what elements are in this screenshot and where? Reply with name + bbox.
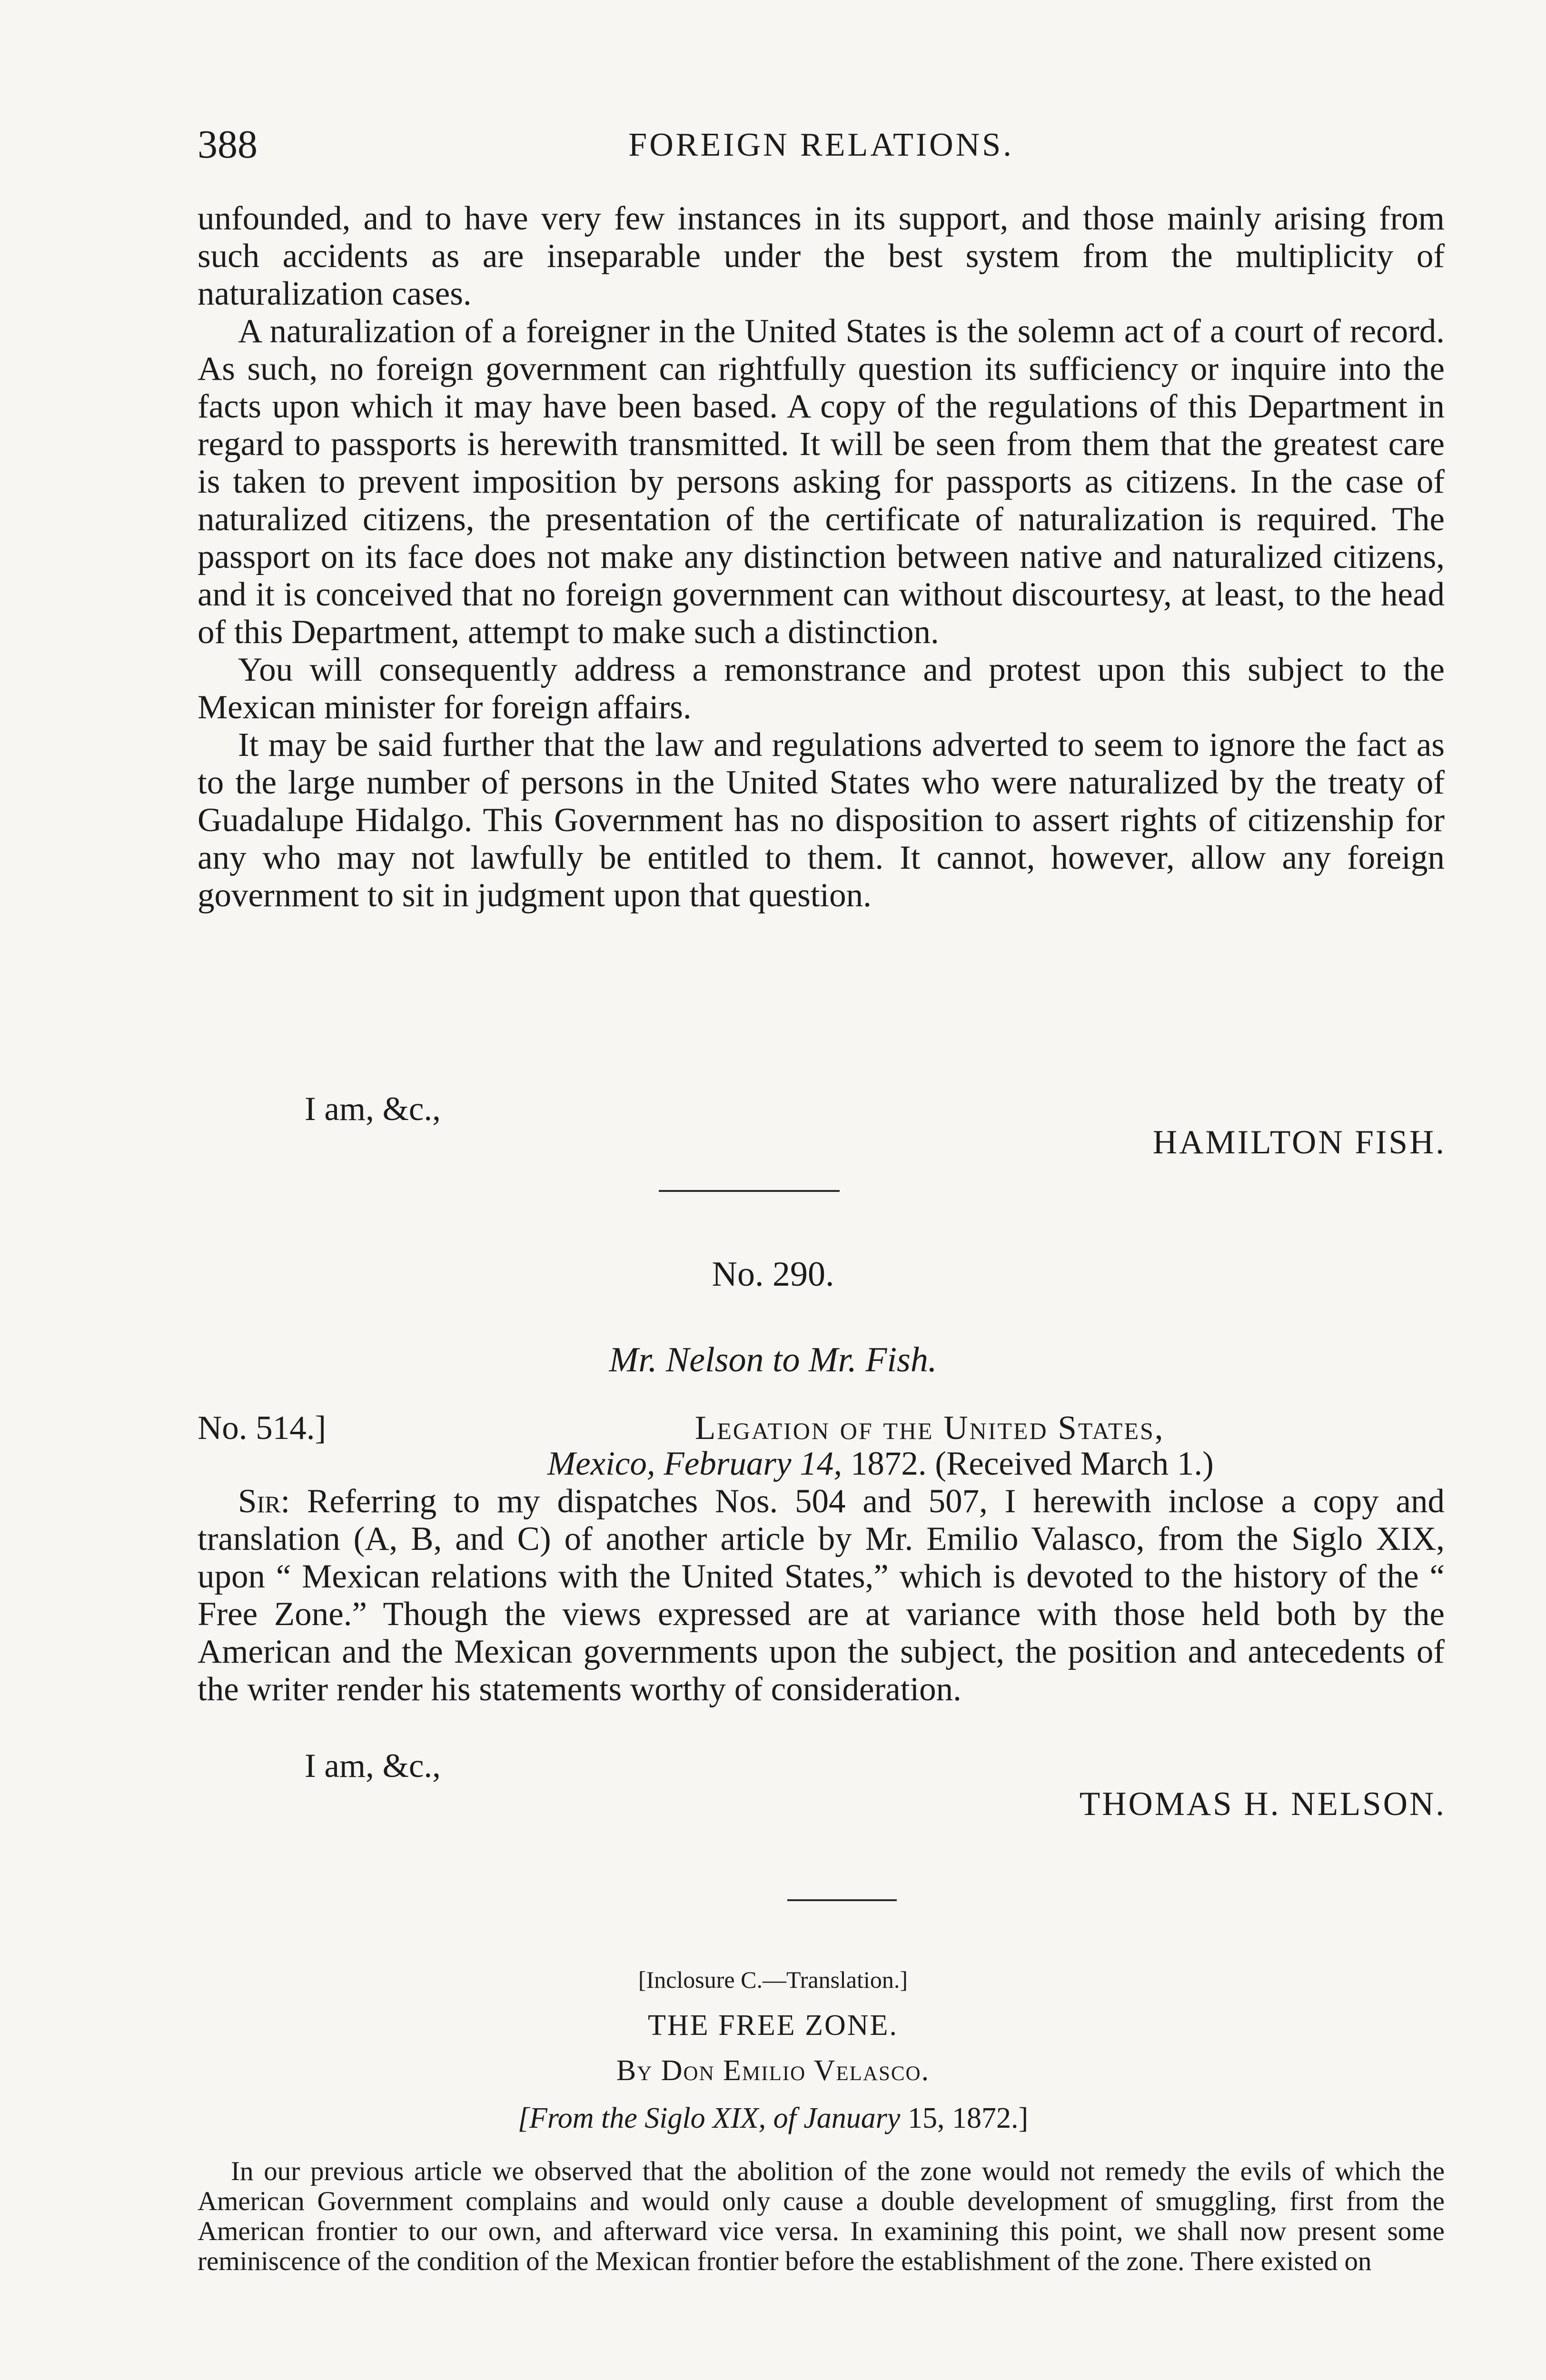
- inclosure-text: [198, 2156, 1445, 2276]
- dateline-received: 1872. (Received March 1.): [850, 1445, 1214, 1482]
- paragraph: In our previous article we observed that the abolition of the zone would not remedy the evils of which the American Government complains and would only cause a double development of smuggling, first from the American frontier to our own, and afterward vice versa. In examining this point, we shall now present some reminiscence of the condition of the Mexican frontier before the establishment of the zone. There existed on: [198, 2156, 1445, 2276]
- correspondents-heading: Mr. Nelson to Mr. Fish.: [609, 1340, 937, 1379]
- source-italic: [From the Siglo XIX, of January: [517, 2102, 901, 2134]
- signature-hamilton-fish: HAMILTON FISH.: [1152, 1124, 1446, 1161]
- paragraph: unfounded, and to have very few instances in its support, and those mainly arising from such accidents as are inseparable under the best system from the multiplicity of naturalization cases.: [198, 200, 1445, 312]
- closing-phrase: I am, &c.,: [305, 1091, 441, 1128]
- legation-address: Legation of the United States,: [695, 1409, 1165, 1447]
- page-number: 388: [198, 122, 258, 167]
- section-divider: [659, 1190, 840, 1192]
- despatch-number: No. 514.]: [198, 1409, 327, 1447]
- dateline-place-date: Mexico, February 14,: [547, 1445, 842, 1482]
- article-title: THE FREE ZONE.: [648, 2009, 898, 2042]
- paragraph: A naturalization of a foreigner in the United States is the solemn act of a court of record. As such, no foreign government can rightfully question its sufficiency or inquire into the facts upon which it may have been based. A copy of the regulations of this Department in regard to passports is herewith transmitted. It will be seen from them that the greatest care is taken to prevent imposition by persons asking for passports as citizens. In the case of naturalized citizens, the presentation of the certificate of naturalization is required. The passport on its face does not make any distinction between native and naturalized citizens, and it is conceived that no foreign government can without discourtesy, at least, to the head of this Department, attempt to make such a distinction.: [198, 313, 1445, 651]
- letter-nelson-body: [198, 1483, 1445, 1708]
- letter-fish-body: [198, 200, 1445, 914]
- paragraph: It may be said further that the law and regulations adverted to seem to ignore the fact as to the large number of persons in the United States who were naturalized by the treaty of Guadalupe Hidalgo. This Government has no disposition to assert rights of citizenship for any who may not lawfully be entitled to them. It cannot, however, allow any foreign government to sit in judgment upon that question.: [198, 726, 1445, 914]
- document-number: No. 290.: [712, 1255, 834, 1294]
- running-head: FOREIGN RELATIONS.: [628, 127, 1014, 163]
- article-byline: By Don Emilio Velasco.: [616, 2054, 930, 2087]
- closing-phrase: I am, &c.,: [305, 1747, 441, 1785]
- dateline: [547, 1445, 1214, 1483]
- source-date: 15, 1872.]: [907, 2102, 1029, 2134]
- section-divider: [787, 1899, 897, 1901]
- signature-thomas-nelson: THOMAS H. NELSON.: [1079, 1785, 1446, 1823]
- article-source: [0, 2102, 1546, 2135]
- inclosure-note: [Inclosure C.—Translation.]: [638, 1966, 908, 1993]
- paragraph: You will consequently address a remonstrance and protest upon this subject to the Mexican minister for foreign affairs.: [198, 651, 1445, 726]
- page-header: [198, 121, 1445, 174]
- salutation: Sir:: [238, 1483, 290, 1520]
- letter-body-text: Referring to my dispatches Nos. 504 and 507, I herewith inclose a copy and translation (A, B, and C) of another article by Mr. Emilio Valasco, from the Siglo XIX, upon “ Mexican relations with the United States,” which is devoted to the history of the “ Free Zone.” Though the views expressed are at variance with those held both by the American and the Mexican governments upon the subject, the position and antecedents of the writer render his statements worthy of consideration.: [198, 1483, 1445, 1708]
